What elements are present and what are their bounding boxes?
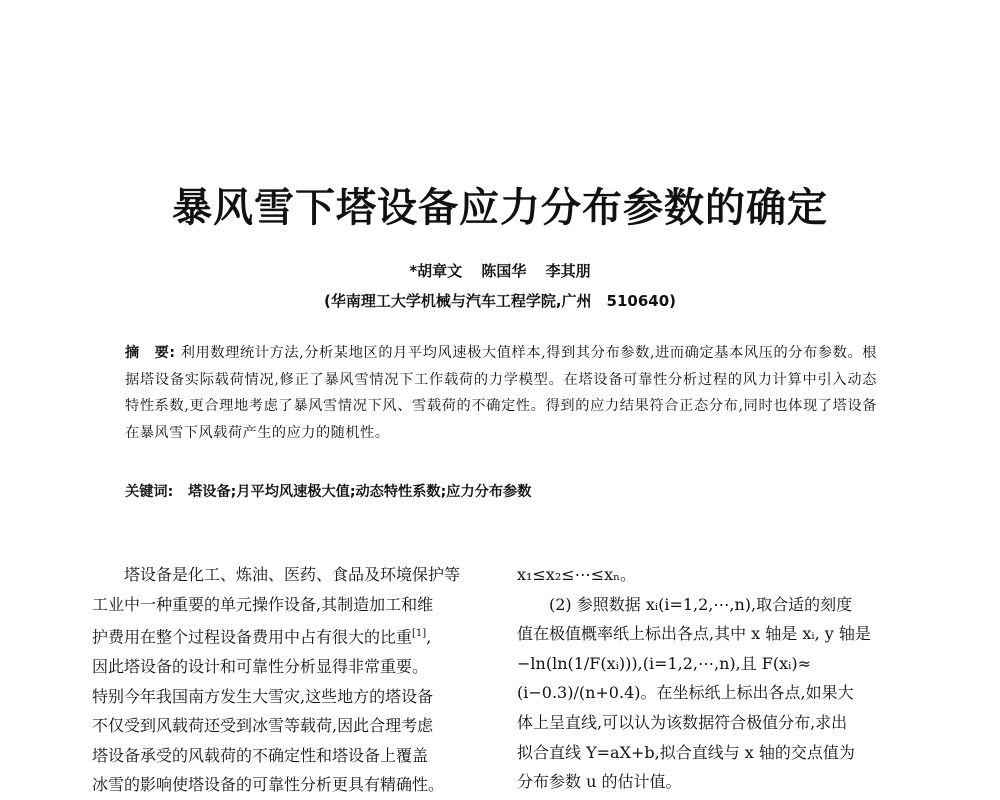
abstract-text: 利用数理统计方法,分析某地区的月平均风速极大值样本,得到其分布参数,进而确定基本风压的分布参数。根据塔设备实际载荷情况,修正了暴风雪情况下工作载荷的力学模型。在塔设备可靠性分析过程的风力计算中引入动态特性系数,更合理地考虑了暴风雪情况下风、雪载荷的不确定性。得到的应力结果符合正态分布,同时也体现了塔设备在暴风雪下风载荷产生的应力的随机性。 bbox=[125, 345, 877, 441]
body-line bbox=[92, 619, 492, 652]
body-line: 塔设备是化工、炼油、医药、食品及环境保护等 bbox=[124, 565, 461, 584]
paper-title: 暴风雪下塔设备应力分布参数的确定 bbox=[172, 185, 828, 231]
author-name: *胡章文 bbox=[409, 262, 463, 280]
affiliation: (华南理工大学机械与汽车工程学院,广州 510640) bbox=[323, 292, 677, 310]
body-line: 工业中一种重要的单元操作设备,其制造加工和维 bbox=[92, 594, 434, 614]
body-line: 不仅受到风载荷还受到冰雪等载荷,因此合理考虑 bbox=[92, 716, 434, 736]
reference-mark: [1] bbox=[412, 628, 427, 640]
abstract-label: 摘 要: bbox=[125, 345, 176, 361]
body-line-text: 护费用在整个过程设备费用中占有很大的比重 bbox=[92, 627, 413, 647]
body-line: 冰雪的影响使塔设备的可靠性分析更具有精确性。 bbox=[92, 775, 445, 795]
body-line: 特别今年我国南方发生大雪灾,这些地方的塔设备 bbox=[92, 686, 434, 706]
body-line: (i−0.3)/(n+0.4)。在坐标纸上标出各点,如果大 bbox=[517, 683, 854, 703]
body-line: 分布参数 u 的估计值。 bbox=[517, 772, 682, 792]
keywords bbox=[125, 479, 877, 505]
body-column-left bbox=[92, 560, 492, 800]
body-line-tail: , bbox=[426, 627, 432, 647]
author-list bbox=[0, 260, 1000, 281]
author-name: 李其朋 bbox=[545, 262, 591, 280]
body-line: 体上呈直线,可以认为该数据符合极值分布,求出 bbox=[517, 712, 848, 732]
body-line: 因此塔设备的设计和可靠性分析显得非常重要。 bbox=[92, 657, 429, 677]
author-name: 陈国华 bbox=[481, 262, 527, 280]
abstract bbox=[125, 340, 877, 446]
body-column-right bbox=[517, 560, 917, 797]
body-line: (2) 参照数据 xᵢ(i=1,2,⋯,n),取合适的刻度 bbox=[549, 594, 853, 614]
body-line: 拟合直线 Y=aX+b,拟合直线与 x 轴的交点值为 bbox=[517, 742, 855, 762]
body-line: x₁≤x₂≤⋯≤xₙ。 bbox=[517, 565, 637, 584]
keywords-label: 关键词: bbox=[125, 484, 174, 500]
body-line: −ln(ln(1/F(xᵢ))),(i=1,2,⋯,n),且 F(xᵢ)≈ bbox=[517, 653, 812, 673]
body-line: 值在极值概率纸上标出各点,其中 x 轴是 xᵢ, y 轴是 bbox=[517, 624, 871, 644]
body-line: 塔设备承受的风载荷的不确定性和塔设备上覆盖 bbox=[92, 745, 429, 765]
keywords-text: 塔设备;月平均风速极大值;动态特性系数;应力分布参数 bbox=[188, 484, 532, 500]
